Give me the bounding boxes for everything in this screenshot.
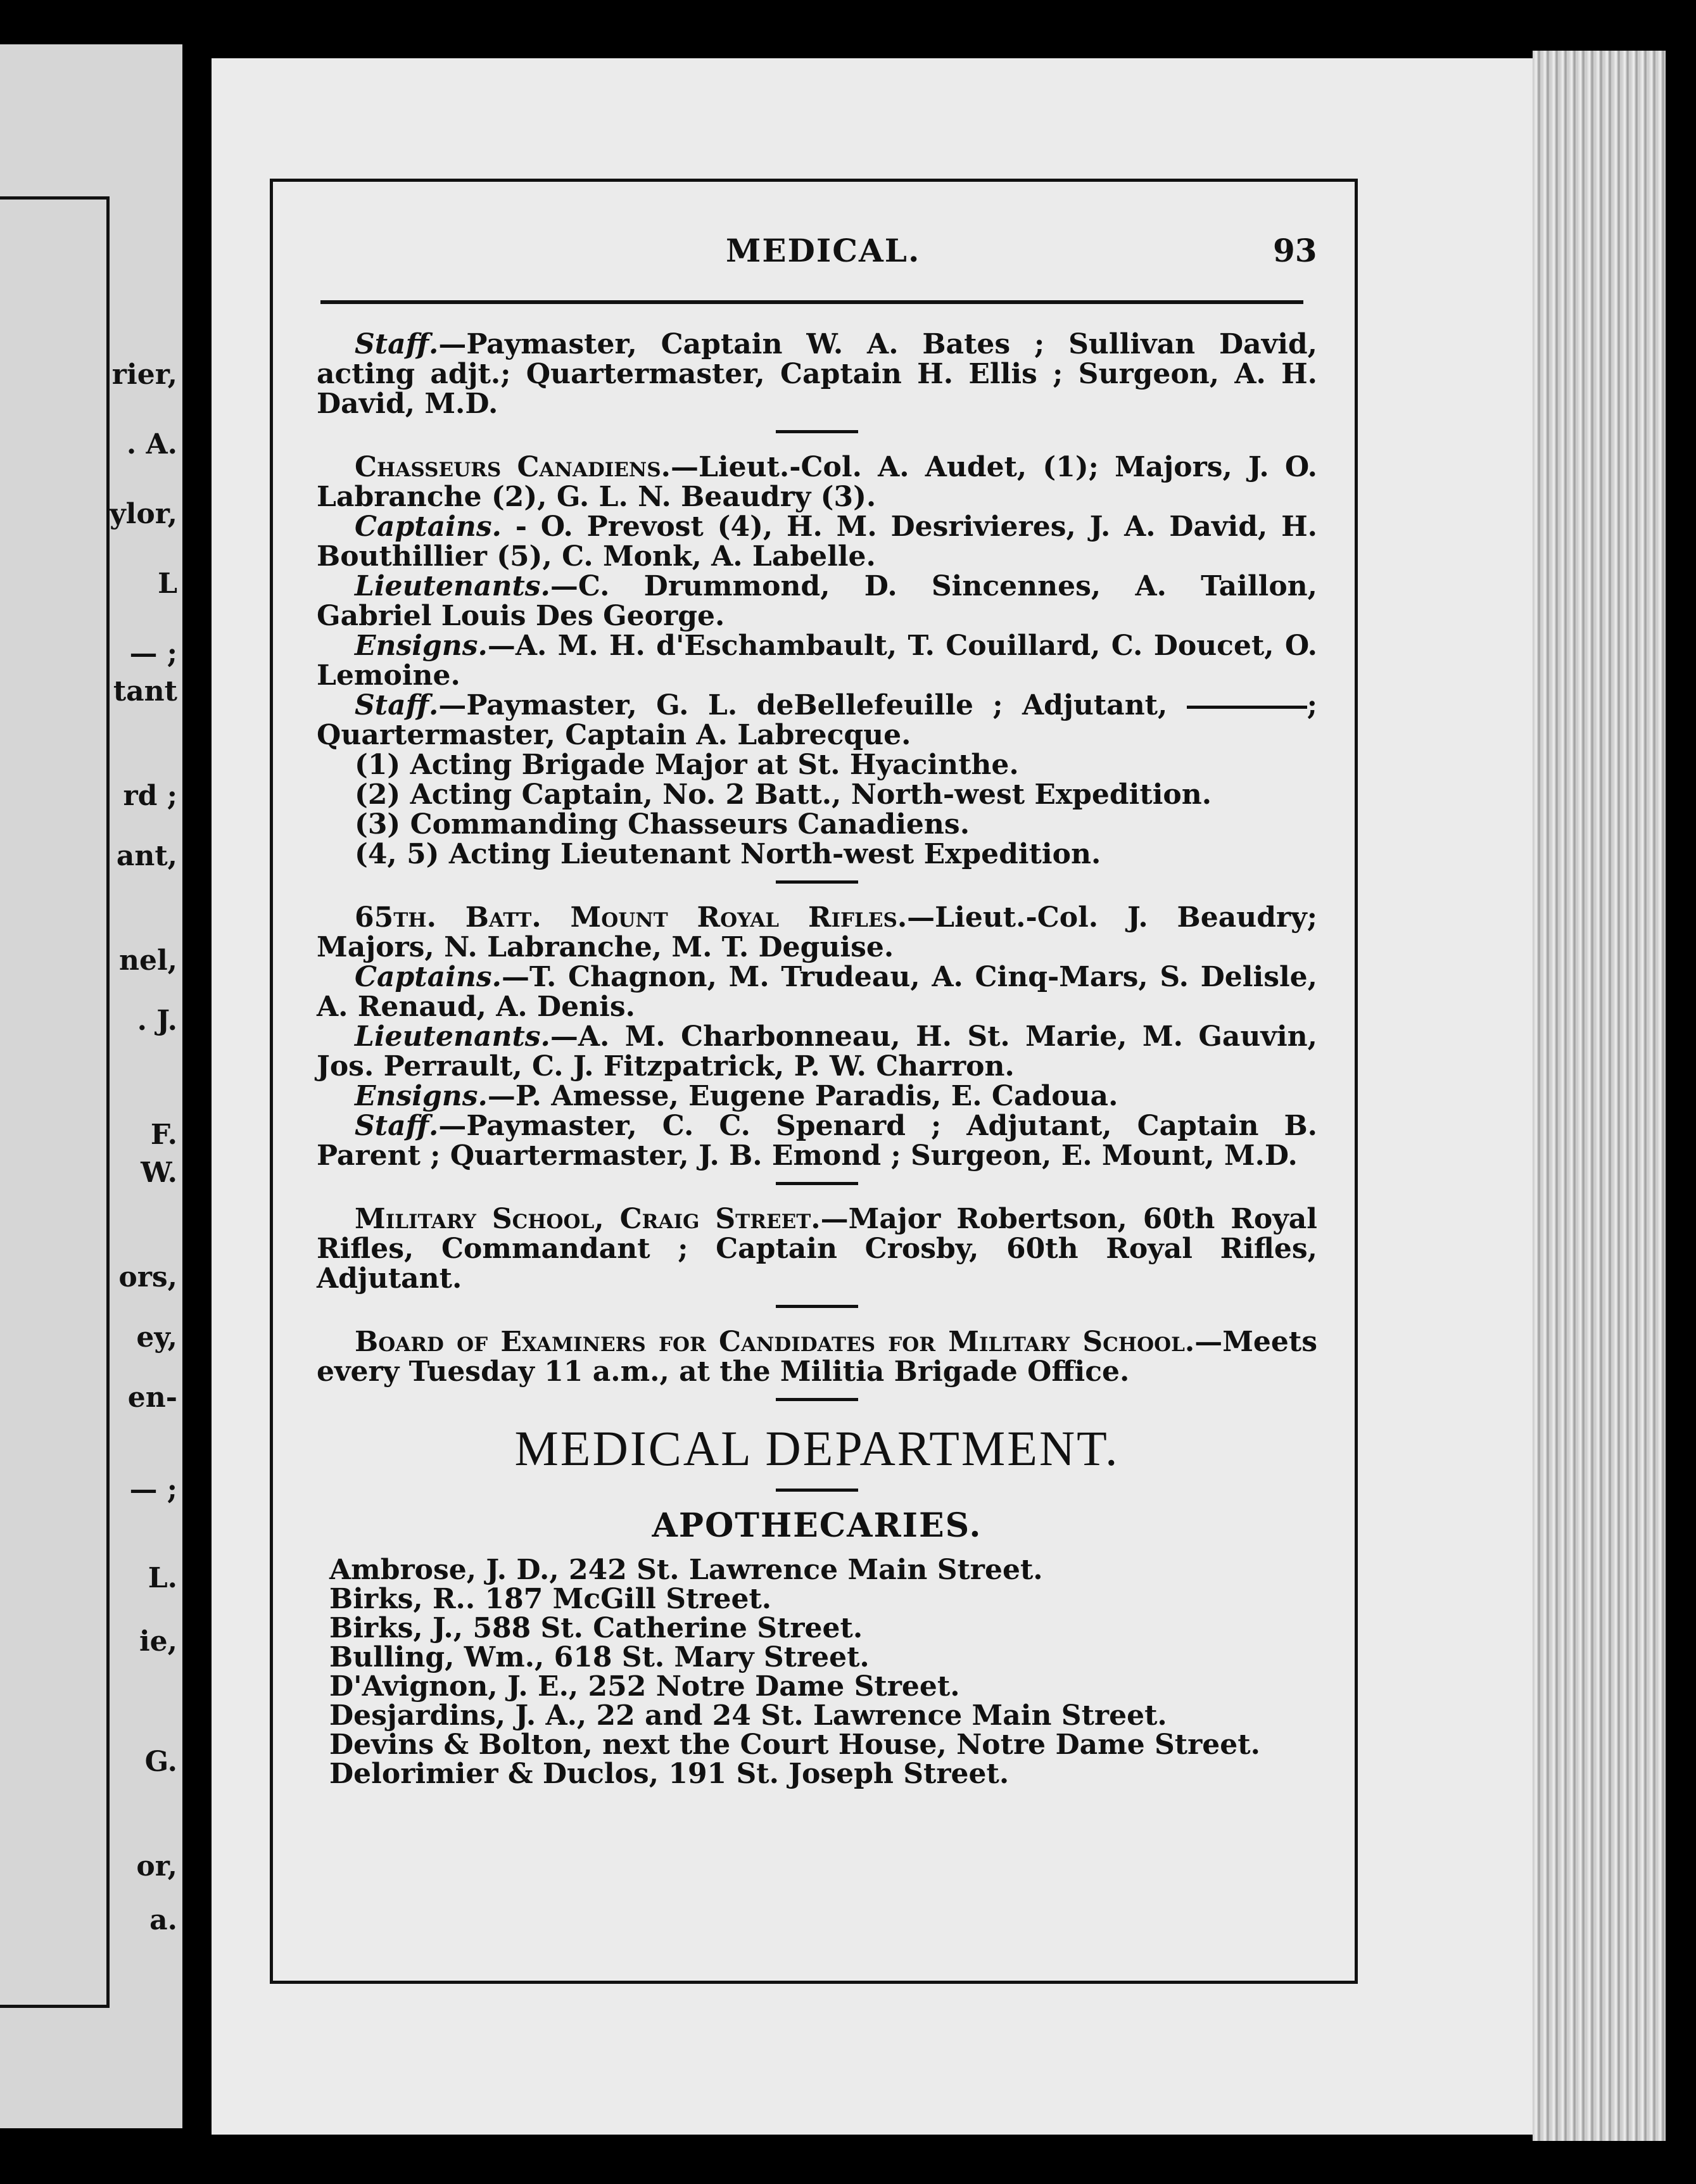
facing-page-fragment: a. [149,1904,177,1936]
facing-page [0,44,182,2128]
staff-label: Staff. [355,1110,439,1142]
ensigns-text: —A. M. H. d'Eschambault, T. Couillard, C. Doucet, O. Lemoine. [317,630,1317,692]
section-divider [776,430,858,433]
list-item: Ambrose, J. D., 242 St. Lawrence Main Street. [329,1554,1043,1586]
section-divider [776,1182,858,1185]
facing-page-fragment: rier, [111,359,177,391]
chasseurs-text: —Lieut.-Col. A. Audet, (1); Majors, J. O. Labranche (2), G. L. N. Beaudry (3). [317,451,1317,513]
captains-label: Captains. [355,511,502,543]
captains-text: —T. Chagnon, M. Trudeau, A. Cinq-Mars, S. Delisle, A. Renaud, A. Denis. [317,961,1317,1023]
footnote: (1) Acting Brigade Major at St. Hyacinthe. [355,749,1019,781]
lieutenants-text: —A. M. Charbonneau, H. St. Marie, M. Gauvin, Jos. Perrault, C. J. Fitzpatrick, P. W. Charron. [317,1020,1317,1082]
facing-page-fragment: ie, [139,1625,177,1658]
footnote: (2) Acting Captain, No. 2 Batt., North-west Expedition. [355,778,1212,811]
department-title: MEDICAL DEPARTMENT. [514,1421,1120,1476]
facing-page-fragment: ors, [118,1261,177,1293]
captains-label: Captains. [355,961,502,993]
mount-royal-ensigns [317,1081,1317,1111]
facing-page-fragment: . J. [137,1005,177,1037]
board-paragraph [317,1327,1317,1387]
staff-paragraph [317,329,1317,419]
list-item: Devins & Bolton, next the Court House, Notre Dame Street. [329,1729,1260,1761]
list-item: Bulling, Wm., 618 St. Mary Street. [329,1641,870,1673]
board-name: Board of Examiners for Candidates for Military School. [355,1326,1195,1358]
facing-page-fragment: — ; [129,637,177,670]
mount-royal-staff [317,1111,1317,1171]
footnote: (3) Commanding Chasseurs Canadiens. [355,808,970,841]
mount-royal-text: —Lieut.-Col. J. Beaudry; Majors, N. Labranche, M. T. Deguise. [317,901,1317,963]
chasseurs-ensigns [317,631,1317,690]
page-content [317,329,1317,1789]
staff-text: —Paymaster, Captain W. A. Bates ; Sullivan David, acting adjt.; Quartermaster, Captain H. Ellis ; Surgeon, A. H. David, M.D. [317,328,1317,420]
header-rule [320,300,1303,304]
staff-text: —Paymaster, C. C. Spenard ; Adjutant, Captain B. Parent ; Quartermaster, J. B. Emond ; Surgeon, E. Mount, M.D. [317,1110,1317,1172]
facing-page-fragment: or, [136,1850,177,1882]
facing-page-fragment: tant [113,675,177,708]
lieutenants-label: Lieutenants. [355,1020,550,1053]
captains-text: - O. Prevost (4), H. M. Desrivieres, J. A. David, H. Bouthillier (5), C. Monk, A. Labelle. [317,511,1317,573]
facing-page-fragment: L [158,568,177,600]
lieutenants-label: Lieutenants. [355,570,550,602]
list-item: Delorimier & Duclos, 191 St. Joseph Street. [329,1758,1009,1790]
staff-label: Staff. [355,689,439,721]
facing-page-fragment: ey, [136,1321,177,1354]
chasseurs-heading-paragraph [317,452,1317,512]
chasseurs-captains [317,512,1317,571]
military-school-name: Military School, Craig Street. [355,1203,821,1235]
chasseurs-lieutenants [317,571,1317,631]
section-divider [776,880,858,884]
facing-page-fragment: . A. [126,428,177,460]
apothecaries-heading: APOTHECARIES. [652,1506,982,1545]
list-item: Desjardins, J. A., 22 and 24 St. Lawrence Main Street. [329,1699,1167,1732]
military-school-text: —Major Robertson, 60th Royal Rifles, Commandant ; Captain Crosby, 60th Royal Rifles, Adjutant. [317,1203,1317,1295]
facing-page-fragment: nel, [118,944,177,977]
staff-label: Staff. [355,328,439,360]
staff-text: —Paymaster, G. L. deBellefeuille ; Adjutant, [438,689,1168,721]
apothecaries-list [329,1556,1317,1789]
staff-text-continued: ; Quartermaster, Captain A. Labrecque. [317,689,1317,751]
facing-page-fragment: F. [150,1119,177,1151]
facing-page-fragment: rd ; [123,780,177,812]
board-text: —Meets every Tuesday 11 a.m., at the Militia Brigade Office. [317,1326,1317,1388]
ensigns-label: Ensigns. [355,1080,488,1112]
section-divider [776,1305,858,1308]
section-divider [776,1398,858,1401]
blank-adjutant-rule [1187,706,1307,709]
chasseurs-name: Chasseurs Canadiens. [355,451,671,483]
mount-royal-name: 65th. Batt. Mount Royal Rifles. [355,901,908,934]
mount-royal-captains [317,962,1317,1022]
list-item: Birks, R.. 187 McGill Street. [329,1583,772,1615]
page-edges [1533,51,1666,2141]
ensigns-text: —P. Amesse, Eugene Paradis, E. Cadoua. [487,1080,1118,1112]
mount-royal-lieutenants [317,1022,1317,1081]
facing-page-fragment: L. [148,1562,177,1594]
facing-page-fragment: W. [141,1157,177,1189]
ensigns-label: Ensigns. [355,630,488,662]
section-divider [776,1489,858,1492]
chasseurs-staff [317,690,1317,750]
facing-page-frame [0,196,110,2008]
facing-page-fragment: ant, [116,840,177,872]
footnote: (4, 5) Acting Lieutenant North-west Expedition. [355,838,1101,870]
mount-royal-heading-paragraph [317,903,1317,962]
page-number: 93 [1273,232,1317,269]
facing-page-fragment: ylor, [110,498,177,530]
facing-page-fragment: G. [144,1746,177,1778]
list-item: D'Avignon, J. E., 252 Notre Dame Street. [329,1670,960,1703]
facing-page-fragment: — ; [129,1473,177,1506]
lieutenants-text: —C. Drummond, D. Sincennes, A. Taillon, Gabriel Louis Des George. [317,570,1317,632]
list-item: Birks, J., 588 St. Catherine Street. [329,1612,863,1644]
facing-page-fragment: en- [127,1381,177,1414]
military-school-paragraph [317,1204,1317,1293]
running-head: MEDICAL. [726,232,921,269]
